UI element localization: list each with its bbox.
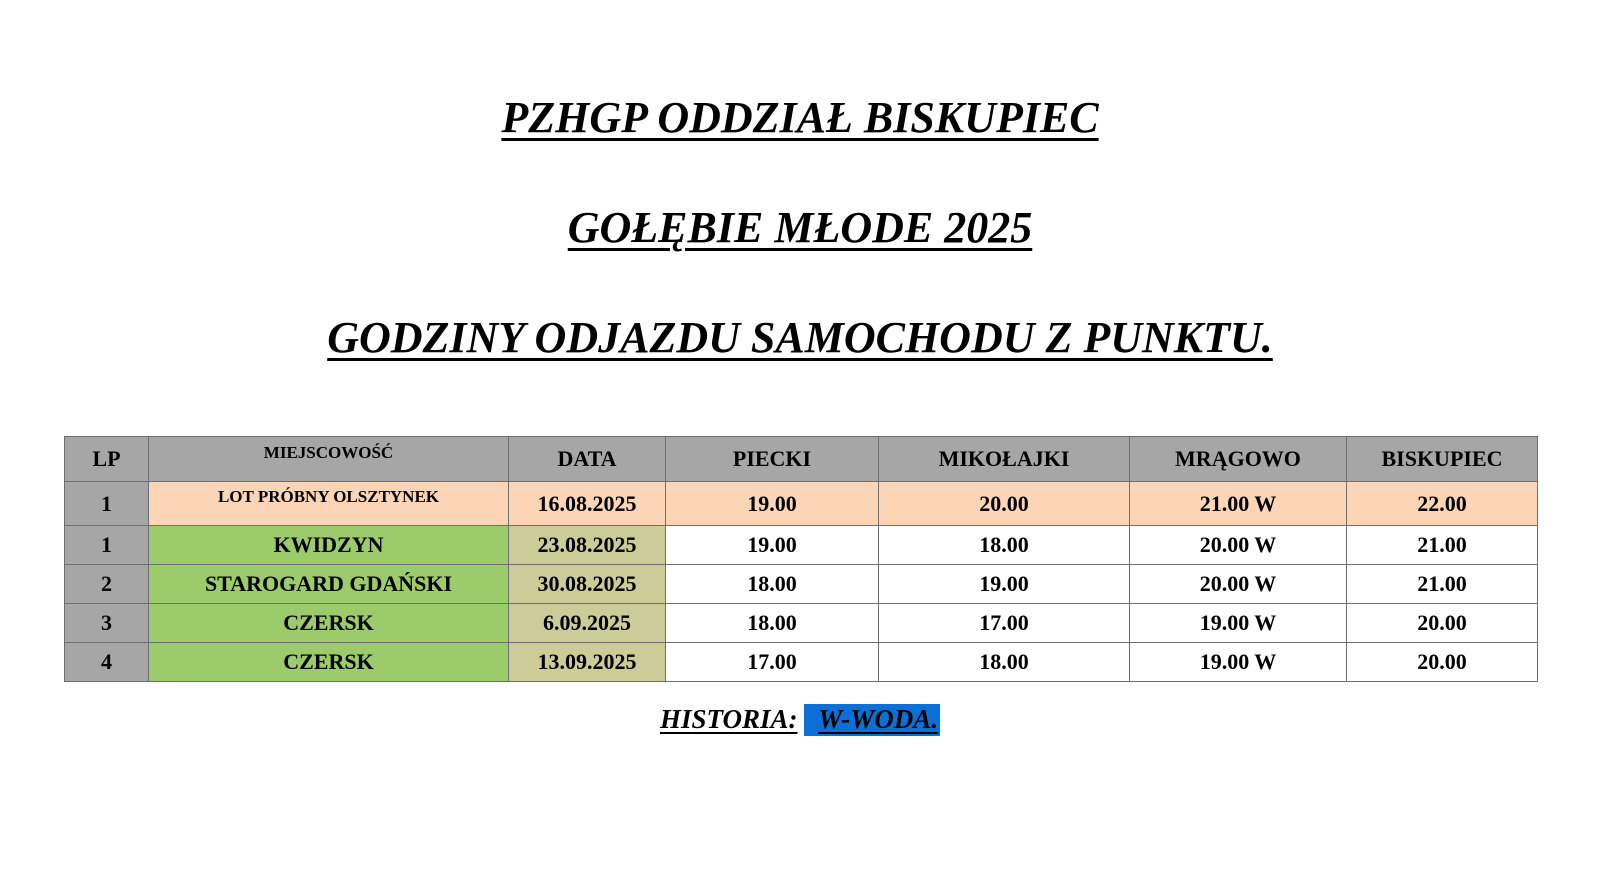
cell-biskupiec: 20.00: [1347, 604, 1538, 643]
cell-biskupiec: 20.00: [1347, 643, 1538, 682]
table-header-row: [65, 437, 1538, 482]
table-row: [65, 565, 1538, 604]
cell-piecki: 17.00: [666, 643, 879, 682]
title-season: GOŁĘBIE MŁODE 2025: [567, 203, 1033, 252]
header-miejscowosc: MIEJSCOWOŚĆ: [149, 437, 509, 482]
cell-lp: 3: [65, 604, 149, 643]
cell-date: 13.09.2025: [509, 643, 666, 682]
header-mragowo: MRĄGOWO: [1130, 437, 1347, 482]
cell-mikolajki: 18.00: [879, 526, 1130, 565]
cell-mikolajki: 19.00: [879, 565, 1130, 604]
cell-mikolajki: 17.00: [879, 604, 1130, 643]
cell-place: STAROGARD GDAŃSKI: [149, 565, 509, 604]
title-organization: PZHGP ODDZIAŁ BISKUPIEC: [501, 93, 1099, 142]
cell-piecki: 19.00: [666, 526, 879, 565]
cell-lp: 1: [65, 482, 149, 526]
history-legend: W-WODA.: [804, 704, 940, 736]
cell-lp: 1: [65, 526, 149, 565]
cell-biskupiec: 22.00: [1347, 482, 1538, 526]
cell-place: CZERSK: [149, 643, 509, 682]
cell-piecki: 18.00: [666, 565, 879, 604]
cell-place: KWIDZYN: [149, 526, 509, 565]
table-row-trial: [65, 482, 1538, 526]
cell-mragowo: 20.00 W: [1130, 526, 1347, 565]
cell-mikolajki: 18.00: [879, 643, 1130, 682]
header-data: DATA: [509, 437, 666, 482]
cell-biskupiec: 21.00: [1347, 565, 1538, 604]
cell-place: CZERSK: [149, 604, 509, 643]
header-piecki: PIECKI: [666, 437, 879, 482]
cell-mikolajki: 20.00: [879, 482, 1130, 526]
cell-date: 6.09.2025: [509, 604, 666, 643]
cell-mragowo: 19.00 W: [1130, 643, 1347, 682]
cell-mragowo: 20.00 W: [1130, 565, 1347, 604]
cell-lp: 4: [65, 643, 149, 682]
cell-date: 16.08.2025: [509, 482, 666, 526]
table-row: [65, 604, 1538, 643]
header-lp: LP: [65, 437, 149, 482]
title-schedule: GODZINY ODJAZDU SAMOCHODU Z PUNKTU.: [327, 313, 1273, 362]
cell-lp: 2: [65, 565, 149, 604]
cell-mragowo: 19.00 W: [1130, 604, 1347, 643]
departure-schedule-table: [64, 436, 1538, 682]
cell-biskupiec: 21.00: [1347, 526, 1538, 565]
cell-mragowo: 21.00 W: [1130, 482, 1347, 526]
cell-piecki: 19.00: [666, 482, 879, 526]
cell-piecki: 18.00: [666, 604, 879, 643]
table-row: [65, 526, 1538, 565]
history-label: HISTORIA:: [659, 704, 798, 734]
history-note: [0, 702, 1600, 736]
cell-date: 23.08.2025: [509, 526, 666, 565]
cell-place: LOT PRÓBNY OLSZTYNEK: [149, 482, 509, 526]
header-mikolajki: MIKOŁAJKI: [879, 437, 1130, 482]
header-biskupiec: BISKUPIEC: [1347, 437, 1538, 482]
cell-date: 30.08.2025: [509, 565, 666, 604]
table-row: [65, 643, 1538, 682]
